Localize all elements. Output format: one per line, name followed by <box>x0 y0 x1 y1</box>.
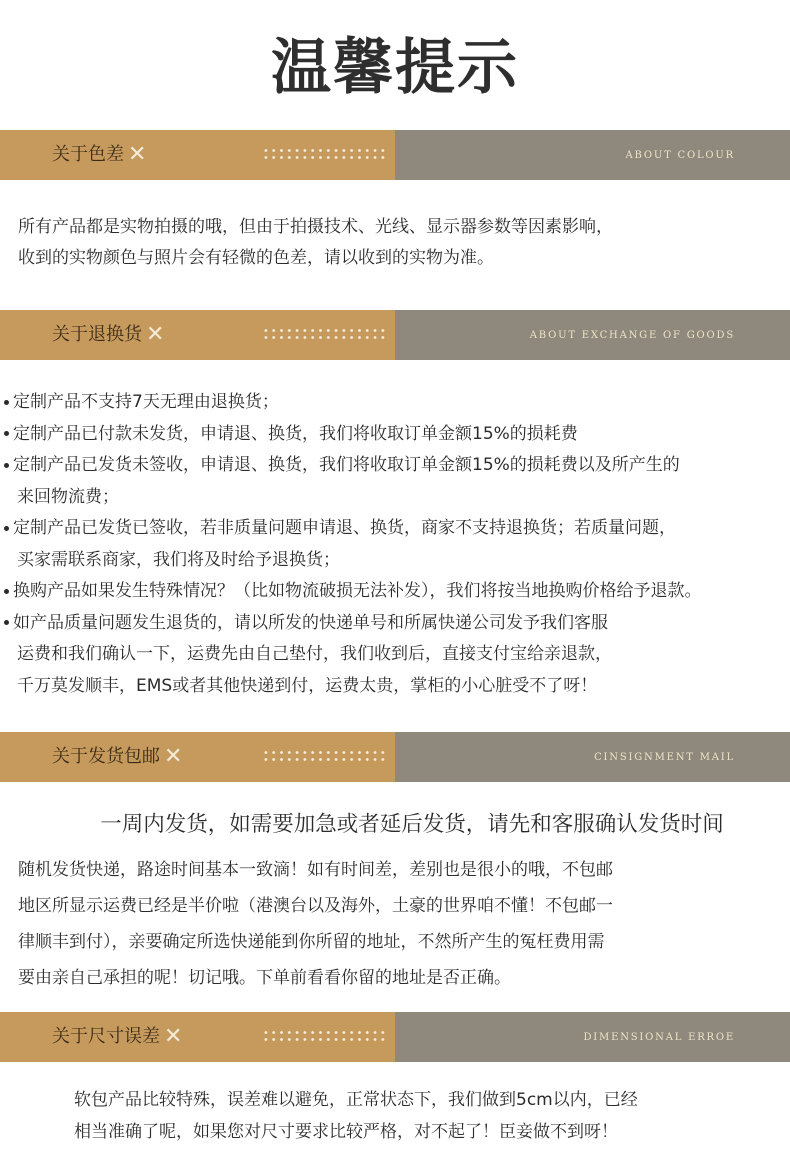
section-header-right <box>395 732 790 782</box>
text-line: 地区所显示运费已经是半价啦（港澳台以及海外，土豪的世界咱不懂！不包邮一 <box>18 896 613 916</box>
list-item-continuation: 千万莫发顺丰，EMS或者其他快递到付，运费太贵，掌柜的小心脏受不了呀！ <box>17 675 598 696</box>
list-item <box>4 576 702 608</box>
list-item <box>4 419 702 451</box>
section-header-right <box>395 310 790 360</box>
close-x-icon: ✕ <box>128 142 147 167</box>
section-label: 关于尺寸误差 <box>52 1026 160 1047</box>
dot-grid-icon <box>262 749 386 765</box>
section-label: 关于色差 <box>52 144 124 165</box>
bullet-icon <box>4 400 9 405</box>
list-item-text: 如产品质量问题发生退货的，请以所发的快递单号和所属快递公司发予我们客服 <box>13 612 608 633</box>
section-label-wrap <box>52 732 182 782</box>
section-label-en: CINSIGNMENT MAIL <box>594 751 735 763</box>
dot-grid-icon <box>262 327 386 343</box>
exchange-list <box>4 387 702 702</box>
dot-grid-icon <box>262 147 386 163</box>
page-title: 温馨提示 <box>271 33 519 103</box>
bullet-icon <box>4 620 9 625</box>
size-text <box>74 1084 638 1148</box>
section-header-shipping <box>0 732 790 782</box>
section-header-left <box>0 732 395 782</box>
section-header-right <box>395 1012 790 1062</box>
section-label-wrap <box>52 1012 182 1062</box>
section-header-colour <box>0 130 790 180</box>
section-label: 关于发货包邮 <box>52 746 160 767</box>
list-item-continuation: 买家需联系商家，我们将及时给予退换货； <box>17 549 340 570</box>
list-item-text: 定制产品不支持7天无理由退换货； <box>13 392 279 412</box>
dot-grid-icon <box>262 1029 386 1045</box>
text-line: 收到的实物颜色与照片会有轻微的色差，请以收到的实物为准。 <box>18 248 494 268</box>
section-header-exchange <box>0 310 790 360</box>
section-header-left <box>0 130 395 180</box>
text-line: 相当准确了呢，如果您对尺寸要求比较严格，对不起了！臣妾做不到呀！ <box>74 1122 618 1142</box>
section-label: 关于退换货 <box>52 324 142 345</box>
section-label-en: DIMENSIONAL ERROE <box>583 1031 735 1043</box>
bullet-icon <box>4 431 9 436</box>
colour-text <box>18 212 613 274</box>
close-x-icon: ✕ <box>164 744 183 769</box>
list-item-text: 换购产品如果发生特殊情况？（比如物流破损无法补发），我们将按当地换购价格给予退款。 <box>13 581 702 601</box>
list-item-continuation: 来回物流费； <box>17 486 119 507</box>
section-header-left <box>0 1012 395 1062</box>
list-item <box>4 450 702 482</box>
text-line: 所有产品都是实物拍摄的哦，但由于拍摄技术、光线、显示器参数等因素影响， <box>18 217 613 237</box>
bullet-icon <box>4 526 9 531</box>
text-line: 软包产品比较特殊，误差难以避免，正常状态下，我们做到5cm以内，已经 <box>74 1090 638 1110</box>
list-item <box>4 608 702 640</box>
section-header-size <box>0 1012 790 1062</box>
section-label-en: ABOUT EXCHANGE OF GOODS <box>529 329 735 341</box>
section-label-wrap <box>52 130 146 180</box>
bullet-icon <box>4 589 9 594</box>
list-item <box>4 387 702 419</box>
text-line: 律顺丰到付），亲要确定所选快递能到你所留的地址，不然所产生的冤枉费用需 <box>18 932 605 952</box>
section-label-wrap <box>52 310 164 360</box>
shipping-text <box>18 852 613 996</box>
list-item-text: 定制产品已付款未发货，申请退、换货，我们将收取订单金额15%的损耗费 <box>13 423 578 444</box>
close-x-icon: ✕ <box>146 322 165 347</box>
list-item-continuation: 运费和我们确认一下，运费先由自己垫付，我们收到后，直接支付宝给亲退款， <box>17 644 612 664</box>
section-header-right <box>395 130 790 180</box>
text-line: 要由亲自己承担的呢！切记哦。下单前看看你留的地址是否正确。 <box>18 968 511 988</box>
shipping-headline: 一周内发货，如需要加急或者延后发货，请先和客服确认发货时间 <box>100 812 724 837</box>
bullet-icon <box>4 463 9 468</box>
section-label-en: ABOUT COLOUR <box>625 149 735 161</box>
close-x-icon: ✕ <box>164 1024 183 1049</box>
list-item <box>4 513 702 545</box>
list-item-text: 定制产品已发货已签收，若非质量问题申请退、换货，商家不支持退换货；若质量问题， <box>13 518 676 538</box>
list-item-text: 定制产品已发货未签收，申请退、换货，我们将收取订单金额15%的损耗费以及所产生的 <box>13 455 680 475</box>
text-line: 随机发货快递，路途时间基本一致滴！如有时间差，差别也是很小的哦，不包邮 <box>18 860 613 880</box>
section-header-left <box>0 310 395 360</box>
